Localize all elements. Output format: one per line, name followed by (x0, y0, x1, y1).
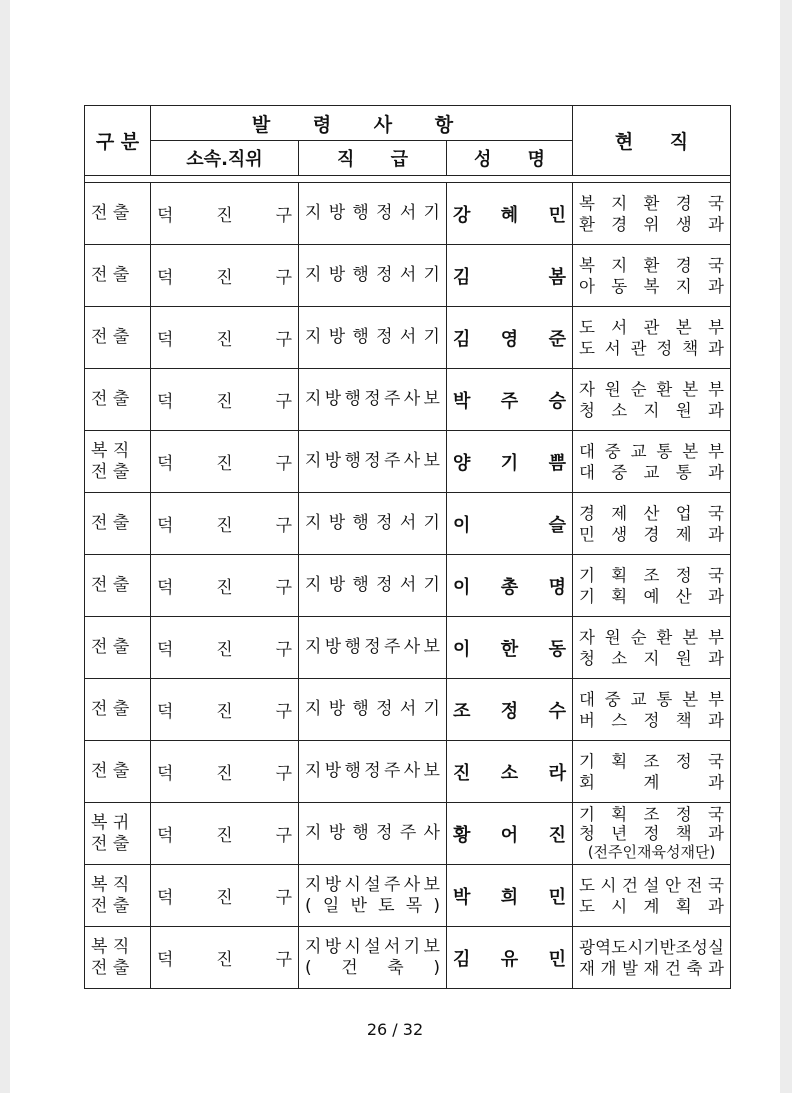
person-name: 이 총 명 (453, 576, 566, 598)
person-name: 이 슬 (453, 514, 566, 536)
rank-line: 지 방 행 정 주 사 보 (305, 389, 440, 409)
cell-division (85, 555, 151, 617)
current-position-line: 기 획 조 정 국 (579, 805, 724, 824)
header-balryeong: 발 령 사 항 (151, 106, 573, 141)
current-position-line: 도 서 관 본 부 (579, 317, 724, 337)
cell-department (151, 617, 299, 679)
person-name: 이 한 동 (453, 638, 566, 660)
current-position-line: 도 시 계 획 과 (579, 896, 724, 916)
cell-department (151, 741, 299, 803)
current-position-line: 광 역 도 시 기 반 조 성 실 (579, 937, 724, 957)
cell-current-position (573, 555, 731, 617)
cell-name (447, 741, 573, 803)
current-position-line: 청 년 정 책 과 (579, 824, 724, 843)
table-row (85, 865, 731, 927)
current-position-line: 아 동 복 지 과 (579, 276, 724, 296)
division-line: 복 귀 (91, 812, 130, 833)
person-name: 황 어 진 (453, 824, 566, 846)
cell-current-position (573, 679, 731, 741)
person-name: 김 봄 (453, 266, 566, 288)
division-line: 전 출 (91, 699, 130, 719)
department-text: 덕 진 구 (157, 950, 292, 970)
person-name: 박 주 승 (453, 390, 566, 412)
cell-rank (299, 927, 447, 989)
cell-current-position (573, 307, 731, 369)
rank-line: 지 방 행 정 서 기 (305, 575, 440, 595)
cell-rank (299, 803, 447, 865)
current-position-line: 도 서 관 정 책 과 (579, 338, 724, 358)
current-position-line: 대 중 교 통 본 부 (579, 689, 724, 709)
header-gubun: 구 분 (85, 106, 151, 176)
rank-line: 지 방 행 정 서 기 (305, 327, 440, 347)
cell-department (151, 307, 299, 369)
cell-name (447, 927, 573, 989)
current-position-line: 재 개 발 재 건 축 과 (579, 958, 724, 978)
table-row (85, 741, 731, 803)
table-row (85, 431, 731, 493)
rank-line: 지 방 행 정 주 사 보 (305, 451, 440, 471)
cell-department (151, 865, 299, 927)
table-row (85, 803, 731, 865)
person-name: 김 유 민 (453, 948, 566, 970)
cell-department (151, 803, 299, 865)
cell-name (447, 555, 573, 617)
cell-name (447, 617, 573, 679)
cell-department (151, 369, 299, 431)
rank-line: ( 일 반 토 목 ) (305, 895, 440, 916)
table-row (85, 493, 731, 555)
rank-line: 지 방 시 설 서 기 보 (305, 936, 440, 957)
cell-rank (299, 741, 447, 803)
header-hyeonjik: 현 직 (573, 106, 731, 176)
current-position-line: 복 지 환 경 국 (579, 193, 724, 213)
cell-name (447, 865, 573, 927)
rank-line: 지 방 행 정 주 사 보 (305, 761, 440, 781)
cell-rank (299, 493, 447, 555)
rank-line: 지 방 행 정 서 기 (305, 699, 440, 719)
division-line: 전 출 (91, 389, 130, 409)
cell-division (85, 927, 151, 989)
table-body (85, 183, 731, 989)
division-line: 전 출 (91, 327, 130, 347)
division-line: 복 직 (91, 874, 130, 895)
cell-name (447, 493, 573, 555)
department-text: 덕 진 구 (157, 454, 292, 474)
current-position-line: 민 생 경 제 과 (579, 524, 724, 544)
current-position-line: 도 시 건 설 안 전 국 (579, 875, 724, 895)
current-position-line: 기 획 예 산 과 (579, 586, 724, 606)
division-line: 전 출 (91, 957, 130, 978)
table-row (85, 183, 731, 245)
current-position-line: 경 제 산 업 국 (579, 503, 724, 523)
cell-rank (299, 369, 447, 431)
person-name: 강 혜 민 (453, 204, 566, 226)
department-text: 덕 진 구 (157, 764, 292, 784)
cell-name (447, 183, 573, 245)
current-position-line: 복 지 환 경 국 (579, 255, 724, 275)
department-text: 덕 진 구 (157, 640, 292, 660)
cell-rank (299, 617, 447, 679)
cell-name (447, 307, 573, 369)
cell-division (85, 369, 151, 431)
department-text: 덕 진 구 (157, 206, 292, 226)
table-row (85, 307, 731, 369)
cell-department (151, 555, 299, 617)
department-text: 덕 진 구 (157, 516, 292, 536)
cell-division (85, 431, 151, 493)
cell-name (447, 431, 573, 493)
cell-department (151, 679, 299, 741)
cell-division (85, 307, 151, 369)
cell-department (151, 245, 299, 307)
current-position-line: 자 원 순 환 본 부 (579, 627, 724, 647)
cell-current-position (573, 183, 731, 245)
division-line: 전 출 (91, 513, 130, 533)
page-number: 26 / 32 (366, 1020, 424, 1039)
division-line: 전 출 (91, 637, 130, 657)
cell-current-position (573, 617, 731, 679)
cell-department (151, 493, 299, 555)
current-position-line: 기 획 조 정 국 (579, 751, 724, 771)
personnel-table (84, 105, 731, 989)
division-line: 전 출 (91, 265, 130, 285)
cell-department (151, 927, 299, 989)
cell-rank (299, 431, 447, 493)
rank-line: 지 방 시 설 주 사 보 (305, 874, 440, 895)
cell-name (447, 369, 573, 431)
table-row (85, 555, 731, 617)
person-name: 박 희 민 (453, 886, 566, 908)
current-position-line: 기 획 조 정 국 (579, 565, 724, 585)
cell-name (447, 803, 573, 865)
cell-department (151, 183, 299, 245)
cell-current-position (573, 741, 731, 803)
rank-line: 지 방 행 정 서 기 (305, 513, 440, 533)
current-position-line: 회 계 과 (579, 772, 724, 792)
rank-line: 지 방 행 정 서 기 (305, 203, 440, 223)
department-text: 덕 진 구 (157, 888, 292, 908)
cell-rank (299, 555, 447, 617)
cell-rank (299, 679, 447, 741)
rank-line: 지 방 행 정 주 사 (305, 823, 440, 843)
current-position-line: 환 경 위 생 과 (579, 214, 724, 234)
table-row (85, 927, 731, 989)
department-text: 덕 진 구 (157, 330, 292, 350)
rank-line: ( 건 축 ) (305, 957, 440, 978)
current-position-line: 청 소 지 원 과 (579, 648, 724, 668)
department-text: 덕 진 구 (157, 268, 292, 288)
cell-division (85, 617, 151, 679)
cell-current-position (573, 927, 731, 989)
person-name: 김 영 준 (453, 328, 566, 350)
cell-division (85, 183, 151, 245)
cell-current-position (573, 431, 731, 493)
cell-current-position (573, 369, 731, 431)
table-row (85, 679, 731, 741)
header-seongmyeong: 성 명 (447, 141, 573, 176)
cell-current-position (573, 803, 731, 865)
person-name: 양 기 쁨 (453, 452, 566, 474)
division-line: 전 출 (91, 761, 130, 781)
cell-rank (299, 245, 447, 307)
division-line: 전 출 (91, 833, 130, 854)
cell-division (85, 865, 151, 927)
current-position-line: 버 스 정 책 과 (579, 710, 724, 730)
division-line: 전 출 (91, 203, 130, 223)
division-line: 복 직 (91, 440, 130, 461)
division-line: 전 출 (91, 895, 130, 916)
current-position-line: 자 원 순 환 본 부 (579, 379, 724, 399)
current-position-line: 대 중 교 통 본 부 (579, 441, 724, 461)
cell-name (447, 245, 573, 307)
department-text: 덕 진 구 (157, 578, 292, 598)
department-text: 덕 진 구 (157, 392, 292, 412)
cell-rank (299, 865, 447, 927)
cell-rank (299, 307, 447, 369)
header-jikgeup: 직 급 (299, 141, 447, 176)
cell-division (85, 679, 151, 741)
division-line: 복 직 (91, 936, 130, 957)
cell-rank (299, 183, 447, 245)
cell-current-position (573, 865, 731, 927)
cell-division (85, 245, 151, 307)
table-row (85, 369, 731, 431)
division-line: 전 출 (91, 575, 130, 595)
cell-current-position (573, 493, 731, 555)
department-text: 덕 진 구 (157, 702, 292, 722)
division-line: 전 출 (91, 461, 130, 482)
current-position-line: 청 소 지 원 과 (579, 400, 724, 420)
cell-department (151, 431, 299, 493)
person-name: 진 소 라 (453, 762, 566, 784)
cell-division (85, 493, 151, 555)
cell-current-position (573, 245, 731, 307)
header-sosok: 소속.직위 (151, 141, 299, 176)
current-position-line: (전주인재육성재단) (587, 843, 716, 861)
cell-division (85, 803, 151, 865)
document-page (10, 0, 780, 1093)
cell-name (447, 679, 573, 741)
person-name: 조 정 수 (453, 700, 566, 722)
current-position-line: 대 중 교 통 과 (579, 462, 724, 482)
rank-line: 지 방 행 정 서 기 (305, 265, 440, 285)
rank-line: 지 방 행 정 주 사 보 (305, 637, 440, 657)
table-row (85, 617, 731, 679)
department-text: 덕 진 구 (157, 826, 292, 846)
cell-division (85, 741, 151, 803)
table-row (85, 245, 731, 307)
